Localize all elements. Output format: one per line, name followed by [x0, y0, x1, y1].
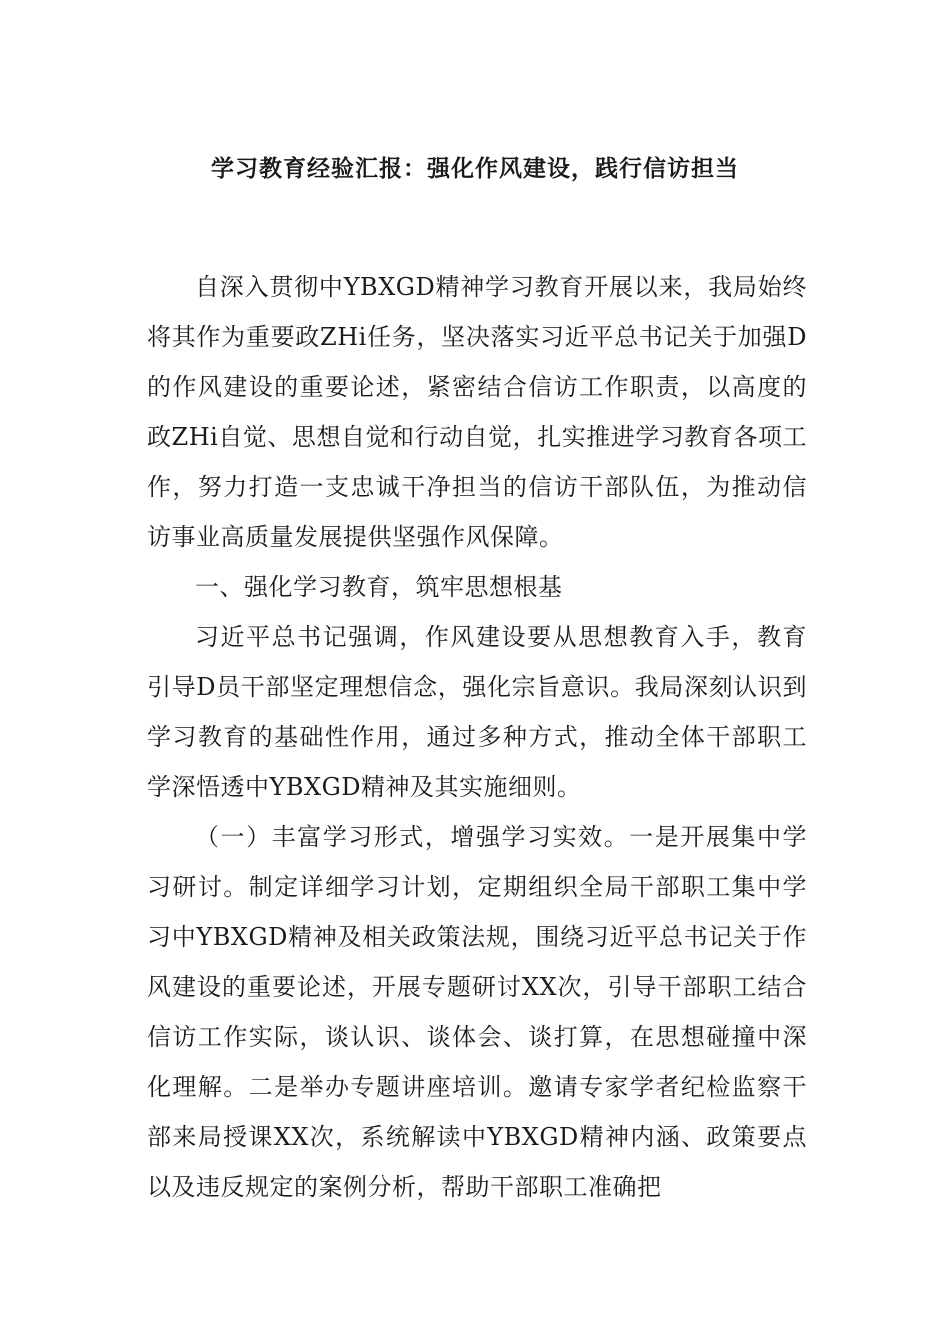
- intro-paragraph: 自深入贯彻中YBXGD精神学习教育开展以来，我局始终将其作为重要政ZHi任务，坚决落实习近平总书记关于加强D的作风建设的重要论述，紧密结合信访工作职责，以高度的政ZHi自觉、思想自觉和行动自觉，扎实推进学习教育各项工作，努力打造一支忠诚干净担当的信访干部队伍，为推动信访事业高质量发展提供坚强作风保障。: [147, 273, 807, 551]
- document-title: 学习教育经验汇报：强化作风建设，践行信访担当: [211, 156, 739, 182]
- section-heading: 一、强化学习教育，筑牢思想根基: [195, 573, 563, 601]
- document-body: [147, 262, 807, 1212]
- subsection-paragraph: （一）丰富学习形式，增强学习实效。一是开展集中学习研讨。制定详细学习计划，定期组织全局干部职工集中学习中YBXGD精神及相关政策法规，围绕习近平总书记关于作风建设的重要论述，开展专题研讨XX次，引导干部职工结合信访工作实际，谈认识、谈体会、谈打算，在思想碰撞中深化理解。二是举办专题讲座培训。邀请专家学者纪检监察干部来局授课XX次，系统解读中YBXGD精神内涵、政策要点以及违反规定的案例分析，帮助干部职工准确把: [147, 823, 807, 1201]
- section-paragraph: 习近平总书记强调，作风建设要从思想教育入手，教育引导D员干部坚定理想信念，强化宗旨意识。我局深刻认识到学习教育的基础性作用，通过多种方式，推动全体干部职工学深悟透中YBXGD精神及其实施细则。: [147, 623, 807, 801]
